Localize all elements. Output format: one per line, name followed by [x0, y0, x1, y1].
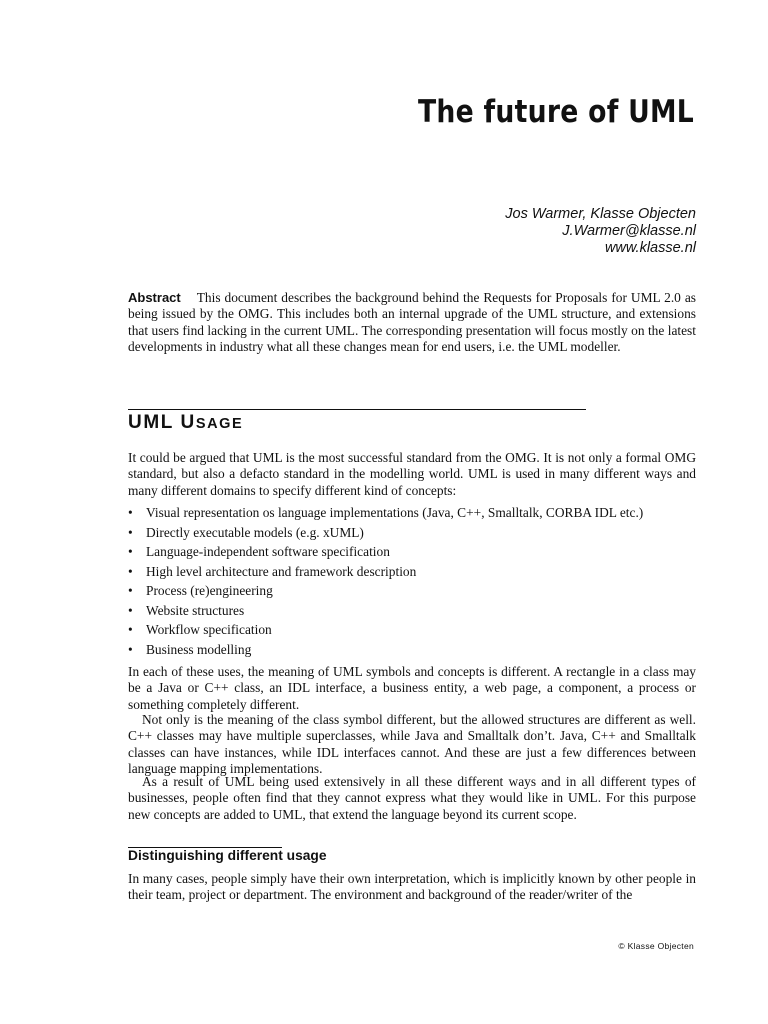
bullet-marker: •: [128, 622, 133, 637]
body-paragraph-1: In each of these uses, the meaning of UML symbols and concepts is different. A rectangle in a class may be a Java or C++ class, an IDL interface, a business entity, a web page, a component, a process or something completely different.: [128, 664, 696, 712]
list-item-text: Visual representation os language implementations (Java, C++, Smalltalk, CORBA IDL etc.): [146, 505, 644, 520]
list-item-text: Workflow specification: [146, 622, 272, 637]
list-item: [128, 523, 696, 543]
section-heading: [128, 412, 243, 434]
bullet-marker: •: [128, 505, 133, 520]
abstract-label: Abstract: [128, 290, 181, 305]
list-item-text: Directly executable models (e.g. xUML): [146, 524, 364, 540]
bullet-marker: •: [128, 544, 133, 559]
list-item-text: Business modelling: [146, 641, 252, 657]
section-intro: It could be argued that UML is the most successful standard from the OMG. It is not only a formal OMG standard, but also a defacto standard in the modelling world. UML is used in many different ways and many different domains to specify different kind of concepts:: [128, 450, 696, 498]
abstract: [128, 290, 696, 356]
section-heading-small-caps: SAGE: [195, 416, 244, 432]
author-website: www.klasse.nl: [604, 240, 696, 256]
abstract-text: This document describes the background behind the Requests for Proposals for UML 2.0 as being issued by the OMG. This includes both an internal upgrade of the UML structure, and extensions that users find lacking in the current UML. The corresponding presentation will focus mostly on the latest developments in industry what all these changes mean for end users, i.e. the UML modeller.: [128, 290, 696, 355]
list-item: [128, 601, 696, 621]
list-item: [128, 620, 696, 640]
document-title: The future of UML: [417, 94, 694, 130]
bullet-marker: •: [128, 524, 133, 540]
subsection-paragraph: In many cases, people simply have their own interpretation, which is implicitly known by other people in their team, project or department. The environment and background of the reader/writer of the: [128, 871, 696, 903]
author-names: Jos Warmer, Klasse Objecten: [505, 206, 696, 222]
bullet-marker: •: [128, 583, 133, 598]
section-rule: [128, 409, 586, 410]
section-heading-main: UML U: [128, 412, 196, 433]
page-footer: © Klasse Objecten: [618, 941, 694, 951]
bullet-marker: •: [128, 563, 133, 579]
body-paragraph-2: Not only is the meaning of the class symbol different, but the allowed structures are different as well. C++ classes may have multiple superclasses, while Java and Smalltalk don’t. Java, C++ and Smalltalk classes can have instances, while IDL interfaces cannot. And these are just a few differences between language mapping implementations.: [128, 712, 696, 777]
author-block: [505, 206, 696, 257]
list-item: [128, 640, 696, 660]
usage-bullet-list: [128, 503, 696, 659]
list-item-text: Process (re)engineering: [146, 583, 273, 598]
list-item-text: Website structures: [146, 602, 245, 618]
list-item: [128, 503, 696, 523]
list-item-text: High level architecture and framework description: [146, 563, 417, 579]
list-item: [128, 542, 696, 562]
list-item-text: Language-independent software specification: [146, 544, 390, 559]
list-item: [128, 581, 696, 601]
subsection-heading: Distinguishing different usage: [128, 848, 327, 863]
bullet-marker: •: [128, 602, 133, 618]
body-paragraph-3: As a result of UML being used extensively in all these different ways and in all different types of businesses, people often find that they cannot express what they would like in UML. For this purpose new concepts are added to UML, that extend the language beyond its current scope.: [128, 774, 696, 822]
bullet-marker: •: [128, 641, 133, 657]
list-item: [128, 562, 696, 582]
author-email: J.Warmer@klasse.nl: [562, 223, 696, 239]
